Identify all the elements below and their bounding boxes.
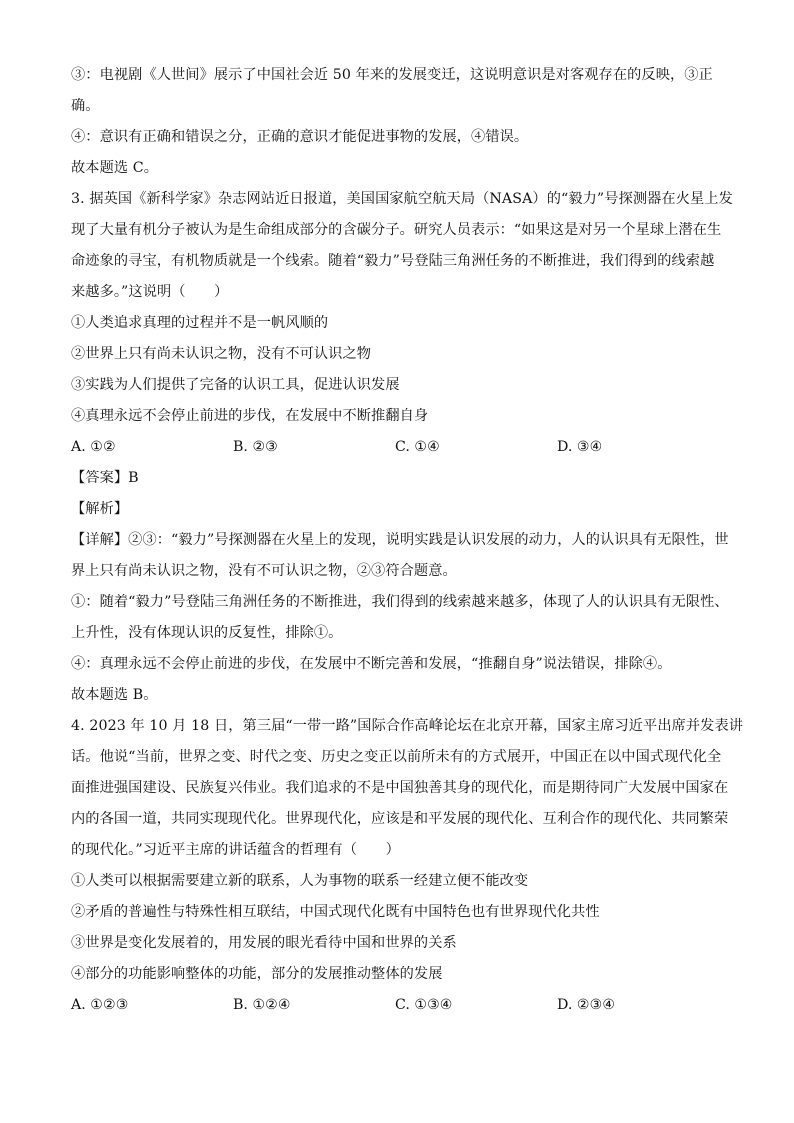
question-stem: 3. 据英国《新科学家》杂志网站近日报道，美国国家航空航天局（NASA）的“毅力”号探测器在火星上发 <box>71 191 733 207</box>
option-c: C. ①④ <box>395 439 440 455</box>
conclusion-line: 故本题选 C。 <box>71 160 159 176</box>
question-2-analysis-tail <box>71 60 731 184</box>
detail-line: ④：真理永远不会停止前进的步伐，在发展中不断完善和发展，“推翻自身”说法错误，排除④。 <box>71 656 672 672</box>
statement-item: ③实践为人们提供了完备的认识工具，促进认识发展 <box>71 377 400 393</box>
detail-line: 界上只有尚未认识之物，没有不可认识之物，②③符合题意。 <box>71 563 457 579</box>
statement-item: ①人类追求真理的过程并不是一帆风顺的 <box>71 315 329 331</box>
conclusion-line: 故本题选 B。 <box>71 687 158 703</box>
statement-item: ④真理永远不会停止前进的步伐，在发展中不断推翻自身 <box>71 408 429 424</box>
question-stem: 来越多。”这说明（ ） <box>71 284 229 300</box>
question-stem: 面推进强国建设、民族复兴伟业。我们追求的不是中国独善其身的现代化，而是期待同广大发展中国家在 <box>71 780 729 796</box>
question-stem: 内的各国一道，共同实现现代化。世界现代化，应该是和平发展的现代化、互利合作的现代化、共同繁荣 <box>71 811 729 827</box>
question-stem: 命迹象的寻宝，有机物质就是一个线索。随着“毅力”号登陆三角洲任务的不断推进，我们得到的线索越 <box>71 253 715 269</box>
question-3 <box>71 184 731 711</box>
analysis-heading: 【解析】 <box>71 501 129 517</box>
option-d: D. ②③④ <box>557 997 616 1013</box>
question-stem: 话。他说“当前，世界之变、时代之变、历史之变正以前所未有的方式展开，中国正在以中国式现代化全 <box>71 749 722 765</box>
statement-item: ①人类可以根据需要建立新的联系，人为事物的联系一经建立便不能改变 <box>71 873 529 889</box>
option-c: C. ①③④ <box>395 997 453 1013</box>
statement-item: ②矛盾的普遍性与特殊性相互联结，中国式现代化既有中国特色也有世界现代化共性 <box>71 904 600 920</box>
question-stem: 4. 2023 年 10 月 18 日，第三届“一带一路”国际合作高峰论坛在北京开幕，国家主席习近平出席并发表讲 <box>71 718 744 734</box>
statement-item: ③世界是变化发展着的，用发展的眼光看待中国和世界的关系 <box>71 935 457 951</box>
analysis-line: ④：意识有正确和错误之分，正确的意识才能促进事物的发展，④错误。 <box>71 129 529 145</box>
answer-options <box>71 432 731 463</box>
statement-item: ②世界上只有尚未认识之物，没有不可认识之物 <box>71 346 372 362</box>
question-stem: 的现代化。”习近平主席的讲话蕴含的哲理有（ ） <box>71 842 400 858</box>
option-a: A. ①②③ <box>71 997 129 1013</box>
document-page <box>71 60 744 1021</box>
statement-item: ④部分的功能影响整体的功能，部分的发展推动整体的发展 <box>71 966 443 982</box>
analysis-line: ③：电视剧《人世间》展示了中国社会近 50 年来的发展变迁，这说明意识是对客观存在的反映，③正 <box>71 67 713 83</box>
analysis-line: 确。 <box>71 98 100 114</box>
detail-line: ①：随着“毅力”号登陆三角洲任务的不断推进，我们得到的线索越来越多，体现了人的认识具有无限性、 <box>71 594 729 610</box>
answer-options <box>71 990 731 1021</box>
option-b: B. ②③ <box>233 439 278 455</box>
detail-line: 【详解】②③：“毅力”号探测器在火星上的发现，说明实践是认识发展的动力，人的认识具有无限性，世 <box>71 532 729 548</box>
option-a: A. ①② <box>71 439 116 455</box>
detail-line: 上升性，没有体现认识的反复性，排除①。 <box>71 625 343 641</box>
answer-line: 【答案】B <box>71 470 139 486</box>
option-b: B. ①②④ <box>233 997 291 1013</box>
question-4 <box>71 711 744 1021</box>
question-stem: 现了大量有机分子被认为是生命组成部分的含碳分子。研究人员表示：“如果这是对另一个星球上潜在生 <box>71 222 722 238</box>
option-d: D. ③④ <box>557 439 603 455</box>
